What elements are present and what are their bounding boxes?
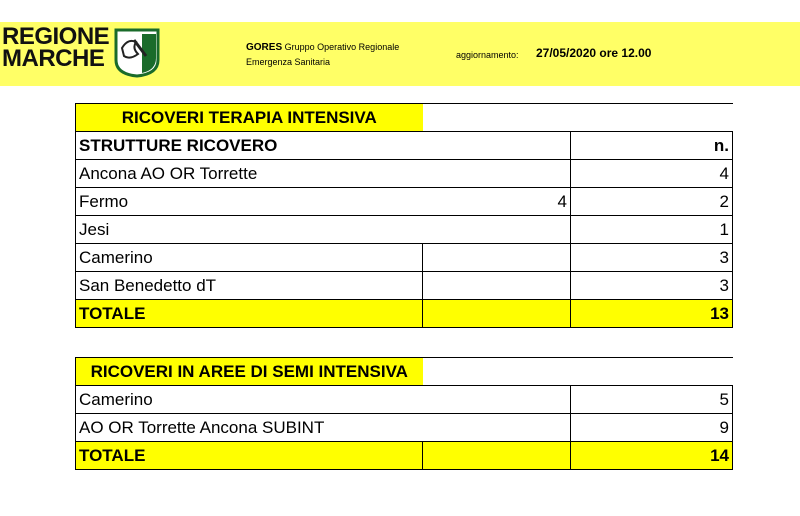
row-name-with-extra xyxy=(76,188,571,216)
row-name: Camerino xyxy=(76,386,571,414)
organization-info xyxy=(246,40,399,70)
total-empty-cell xyxy=(423,300,571,328)
table-row xyxy=(76,386,733,414)
row-count: 4 xyxy=(571,160,733,188)
org-description: Gruppo Operativo Regionale xyxy=(284,42,400,52)
icu-table-title: RICOVERI TERAPIA INTENSIVA xyxy=(76,104,423,132)
total-value: 13 xyxy=(571,300,733,328)
table-row xyxy=(76,272,733,300)
row-name: AO OR Torrette Ancona SUBINT xyxy=(76,414,571,442)
total-label: TOTALE xyxy=(76,300,423,328)
icu-title-blank xyxy=(423,104,733,132)
table-row xyxy=(76,414,733,442)
logo-line-2: MARCHE xyxy=(2,45,105,72)
row-name: Ancona AO OR Torrette xyxy=(76,160,571,188)
row-count: 5 xyxy=(571,386,733,414)
table-row xyxy=(76,216,733,244)
icu-total-row xyxy=(76,300,733,328)
icu-header-row xyxy=(76,132,733,160)
page-header xyxy=(0,22,800,86)
total-value: 14 xyxy=(571,442,733,470)
region-emblem-icon xyxy=(112,26,162,78)
row-name: Jesi xyxy=(76,216,571,244)
row-empty-cell xyxy=(423,272,571,300)
region-logo-text xyxy=(2,23,110,72)
row-count: 1 xyxy=(571,216,733,244)
semi-title-blank xyxy=(423,358,733,386)
semi-total-row xyxy=(76,442,733,470)
total-label: TOTALE xyxy=(76,442,423,470)
col-header-n: n. xyxy=(571,132,733,160)
row-empty-cell xyxy=(423,244,571,272)
table-row xyxy=(76,188,733,216)
logo-line-1: REGIONE xyxy=(2,23,110,50)
semi-title-row xyxy=(76,358,733,386)
semi-table-title: RICOVERI IN AREE DI SEMI INTENSIVA xyxy=(76,358,423,386)
col-header-structure: STRUTTURE RICOVERO xyxy=(76,132,571,160)
row-count: 2 xyxy=(571,188,733,216)
table-row xyxy=(76,160,733,188)
org-description-line2: Emergenza Sanitaria xyxy=(246,57,331,67)
icu-title-row xyxy=(76,104,733,132)
row-name: Camerino xyxy=(76,244,423,272)
org-name: GORES xyxy=(246,42,283,53)
icu-table xyxy=(75,103,733,328)
row-name: San Benedetto dT xyxy=(76,272,423,300)
row-count: 3 xyxy=(571,244,733,272)
total-empty-cell xyxy=(423,442,571,470)
update-label: aggiornamento: xyxy=(456,50,519,60)
row-extra-value: 4 xyxy=(557,192,567,211)
row-name: Fermo xyxy=(79,192,129,211)
row-count: 9 xyxy=(571,414,733,442)
row-count: 3 xyxy=(571,272,733,300)
semi-intensive-table xyxy=(75,357,733,470)
table-row xyxy=(76,244,733,272)
update-value: 27/05/2020 ore 12.00 xyxy=(536,46,652,60)
